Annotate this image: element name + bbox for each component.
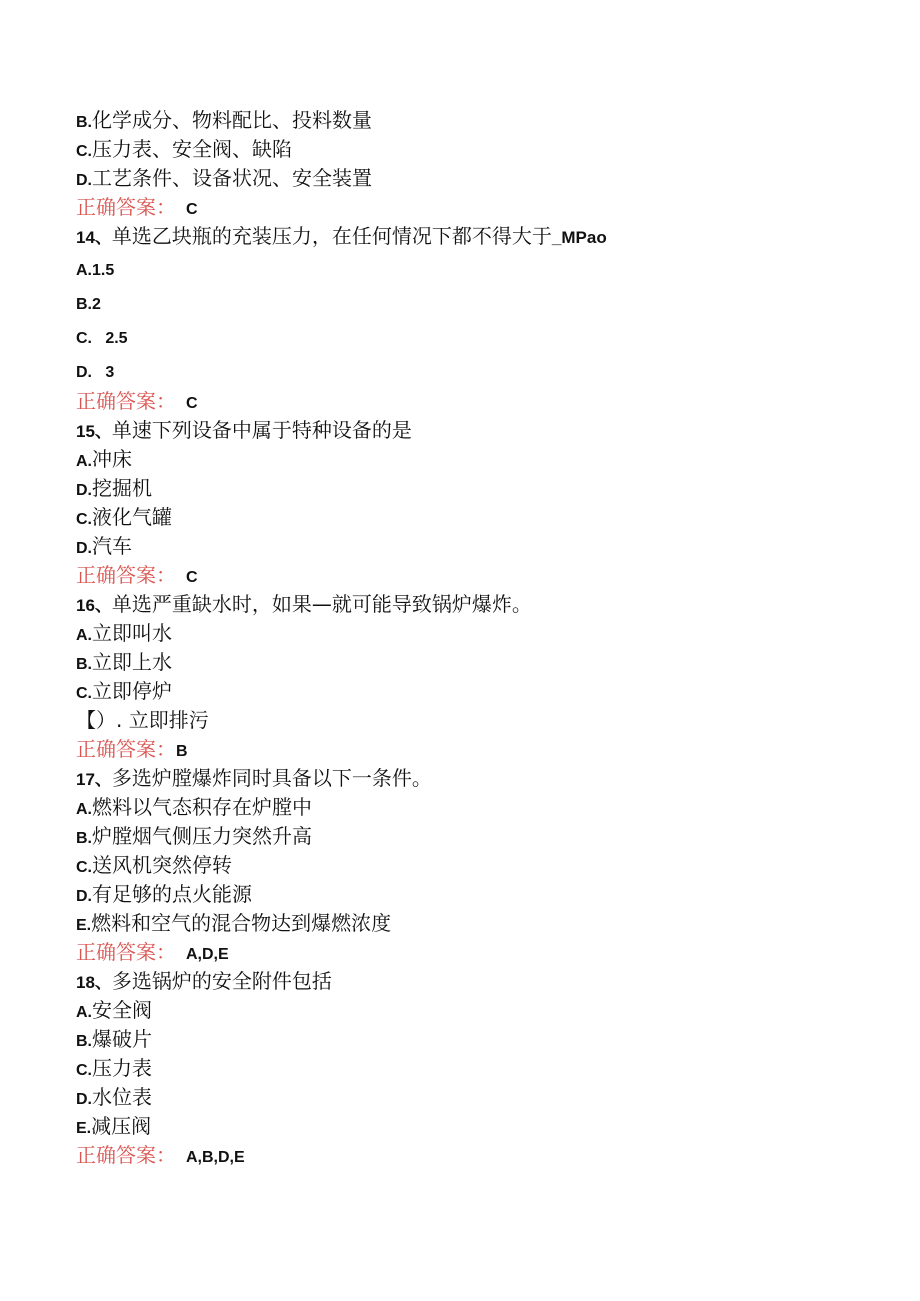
option-label: B.: [76, 656, 92, 673]
option-label: D.: [76, 482, 92, 499]
option-label: C.: [76, 685, 92, 702]
option-line: [76, 619, 876, 648]
option-line: [76, 164, 876, 193]
question-text: 单速下列设备中属于特种设备的是: [111, 418, 412, 442]
answer-value: C: [186, 201, 198, 218]
option-text: 水位表: [92, 1085, 152, 1109]
option-text: 安全阀: [92, 998, 152, 1022]
option-label: A.: [76, 801, 92, 818]
question-text: 单选乙块瓶的充装压力，在任何情况下都不得大于: [111, 224, 552, 248]
option-line: [76, 251, 876, 285]
option-label: D.: [76, 1091, 92, 1108]
answer-value: C: [186, 395, 198, 412]
option-label: C.: [76, 1062, 92, 1079]
answer-value: A,B,D,E: [186, 1149, 245, 1166]
answer-line: [76, 1141, 876, 1170]
option-text: 立即停炉: [92, 679, 172, 703]
option-label: E.: [76, 1120, 92, 1137]
option-text: 化学成分、物料配比、投料数量: [92, 108, 372, 132]
option-line: [76, 909, 876, 938]
option-label: C.: [76, 511, 92, 528]
option-line: [76, 706, 876, 735]
answer-line: [76, 193, 876, 222]
option-label: A.: [76, 1004, 92, 1021]
option-line: [76, 532, 876, 561]
option-text: D. 3: [76, 364, 115, 381]
option-label: D.: [76, 888, 92, 905]
question-text: 多选锅炉的安全附件包括: [111, 969, 332, 993]
option-label: B.: [76, 830, 92, 847]
option-text: A.1.5: [76, 262, 115, 279]
option-text: 爆破片: [92, 1027, 152, 1051]
answer-label: 正确答案：: [76, 737, 176, 761]
option-line: [76, 851, 876, 880]
question-number: 17、: [76, 770, 112, 789]
document-page: [76, 106, 876, 1170]
option-text: 压力表、安全阀、缺陷: [92, 137, 292, 161]
option-text: 压力表: [92, 1056, 152, 1080]
option-line: [76, 445, 876, 474]
question-number: 16、: [76, 596, 112, 615]
option-text: 炉膛烟气侧压力突然升高: [92, 824, 312, 848]
option-line: [76, 996, 876, 1025]
option-text: 液化气罐: [92, 505, 172, 529]
option-line: [76, 106, 876, 135]
question-17: [76, 764, 876, 793]
option-label: B.: [76, 114, 92, 131]
option-line: [76, 822, 876, 851]
option-line: [76, 880, 876, 909]
answer-line: [76, 387, 876, 416]
question-14: [76, 222, 876, 251]
question-tail: _MPao: [551, 228, 607, 247]
option-text: 【）. 立即排污: [76, 708, 209, 732]
question-text: 单选严重缺水时，如果—就可能导致锅炉爆炸。: [111, 592, 532, 616]
answer-value: C: [186, 569, 198, 586]
option-text: 立即叫水: [92, 621, 172, 645]
answer-label: 正确答案：: [76, 1143, 176, 1167]
option-line: [76, 503, 876, 532]
option-text: B.2: [76, 296, 101, 313]
option-line: [76, 285, 876, 319]
option-line: [76, 1054, 876, 1083]
answer-value: A,D,E: [186, 946, 229, 963]
option-label: A.: [76, 627, 92, 644]
option-text: 工艺条件、设备状况、安全装置: [92, 166, 372, 190]
option-text: 挖掘机: [92, 476, 152, 500]
question-text: 多选炉膛爆炸同时具备以下一条件。: [111, 766, 432, 790]
option-text: 送风机突然停转: [92, 853, 232, 877]
option-text: 减压阀: [91, 1114, 152, 1138]
option-line: [76, 793, 876, 822]
option-line: [76, 319, 876, 353]
answer-line: [76, 561, 876, 590]
option-label: A.: [76, 453, 92, 470]
question-16: [76, 590, 876, 619]
question-18: [76, 967, 876, 996]
option-text: 有足够的点火能源: [92, 882, 252, 906]
option-line: [76, 677, 876, 706]
answer-label: 正确答案：: [76, 195, 176, 219]
option-line: [76, 474, 876, 503]
option-line: [76, 1025, 876, 1054]
answer-label: 正确答案：: [76, 389, 176, 413]
option-text: 汽车: [92, 534, 132, 558]
question-15: [76, 416, 876, 445]
option-text: 燃料和空气的混合物达到爆燃浓度: [91, 911, 392, 935]
option-label: D.: [76, 172, 92, 189]
option-label: D.: [76, 540, 92, 557]
question-number: 15、: [76, 422, 112, 441]
option-line: [76, 353, 876, 387]
option-text: 燃料以气态积存在炉膛中: [92, 795, 312, 819]
option-line: [76, 135, 876, 164]
option-label: C.: [76, 859, 92, 876]
option-text: 立即上水: [92, 650, 172, 674]
answer-label: 正确答案：: [76, 563, 176, 587]
option-text: 冲床: [92, 447, 132, 471]
option-text: C. 2.5: [76, 330, 128, 347]
answer-line: [76, 735, 876, 764]
option-line: [76, 1112, 876, 1141]
option-line: [76, 1083, 876, 1112]
option-label: C.: [76, 143, 92, 160]
option-line: [76, 648, 876, 677]
option-label: B.: [76, 1033, 92, 1050]
question-number: 18、: [76, 973, 112, 992]
answer-value: B: [176, 743, 188, 760]
answer-line: [76, 938, 876, 967]
option-label: E.: [76, 917, 92, 934]
question-number: 14、: [76, 228, 112, 247]
answer-label: 正确答案：: [76, 940, 176, 964]
